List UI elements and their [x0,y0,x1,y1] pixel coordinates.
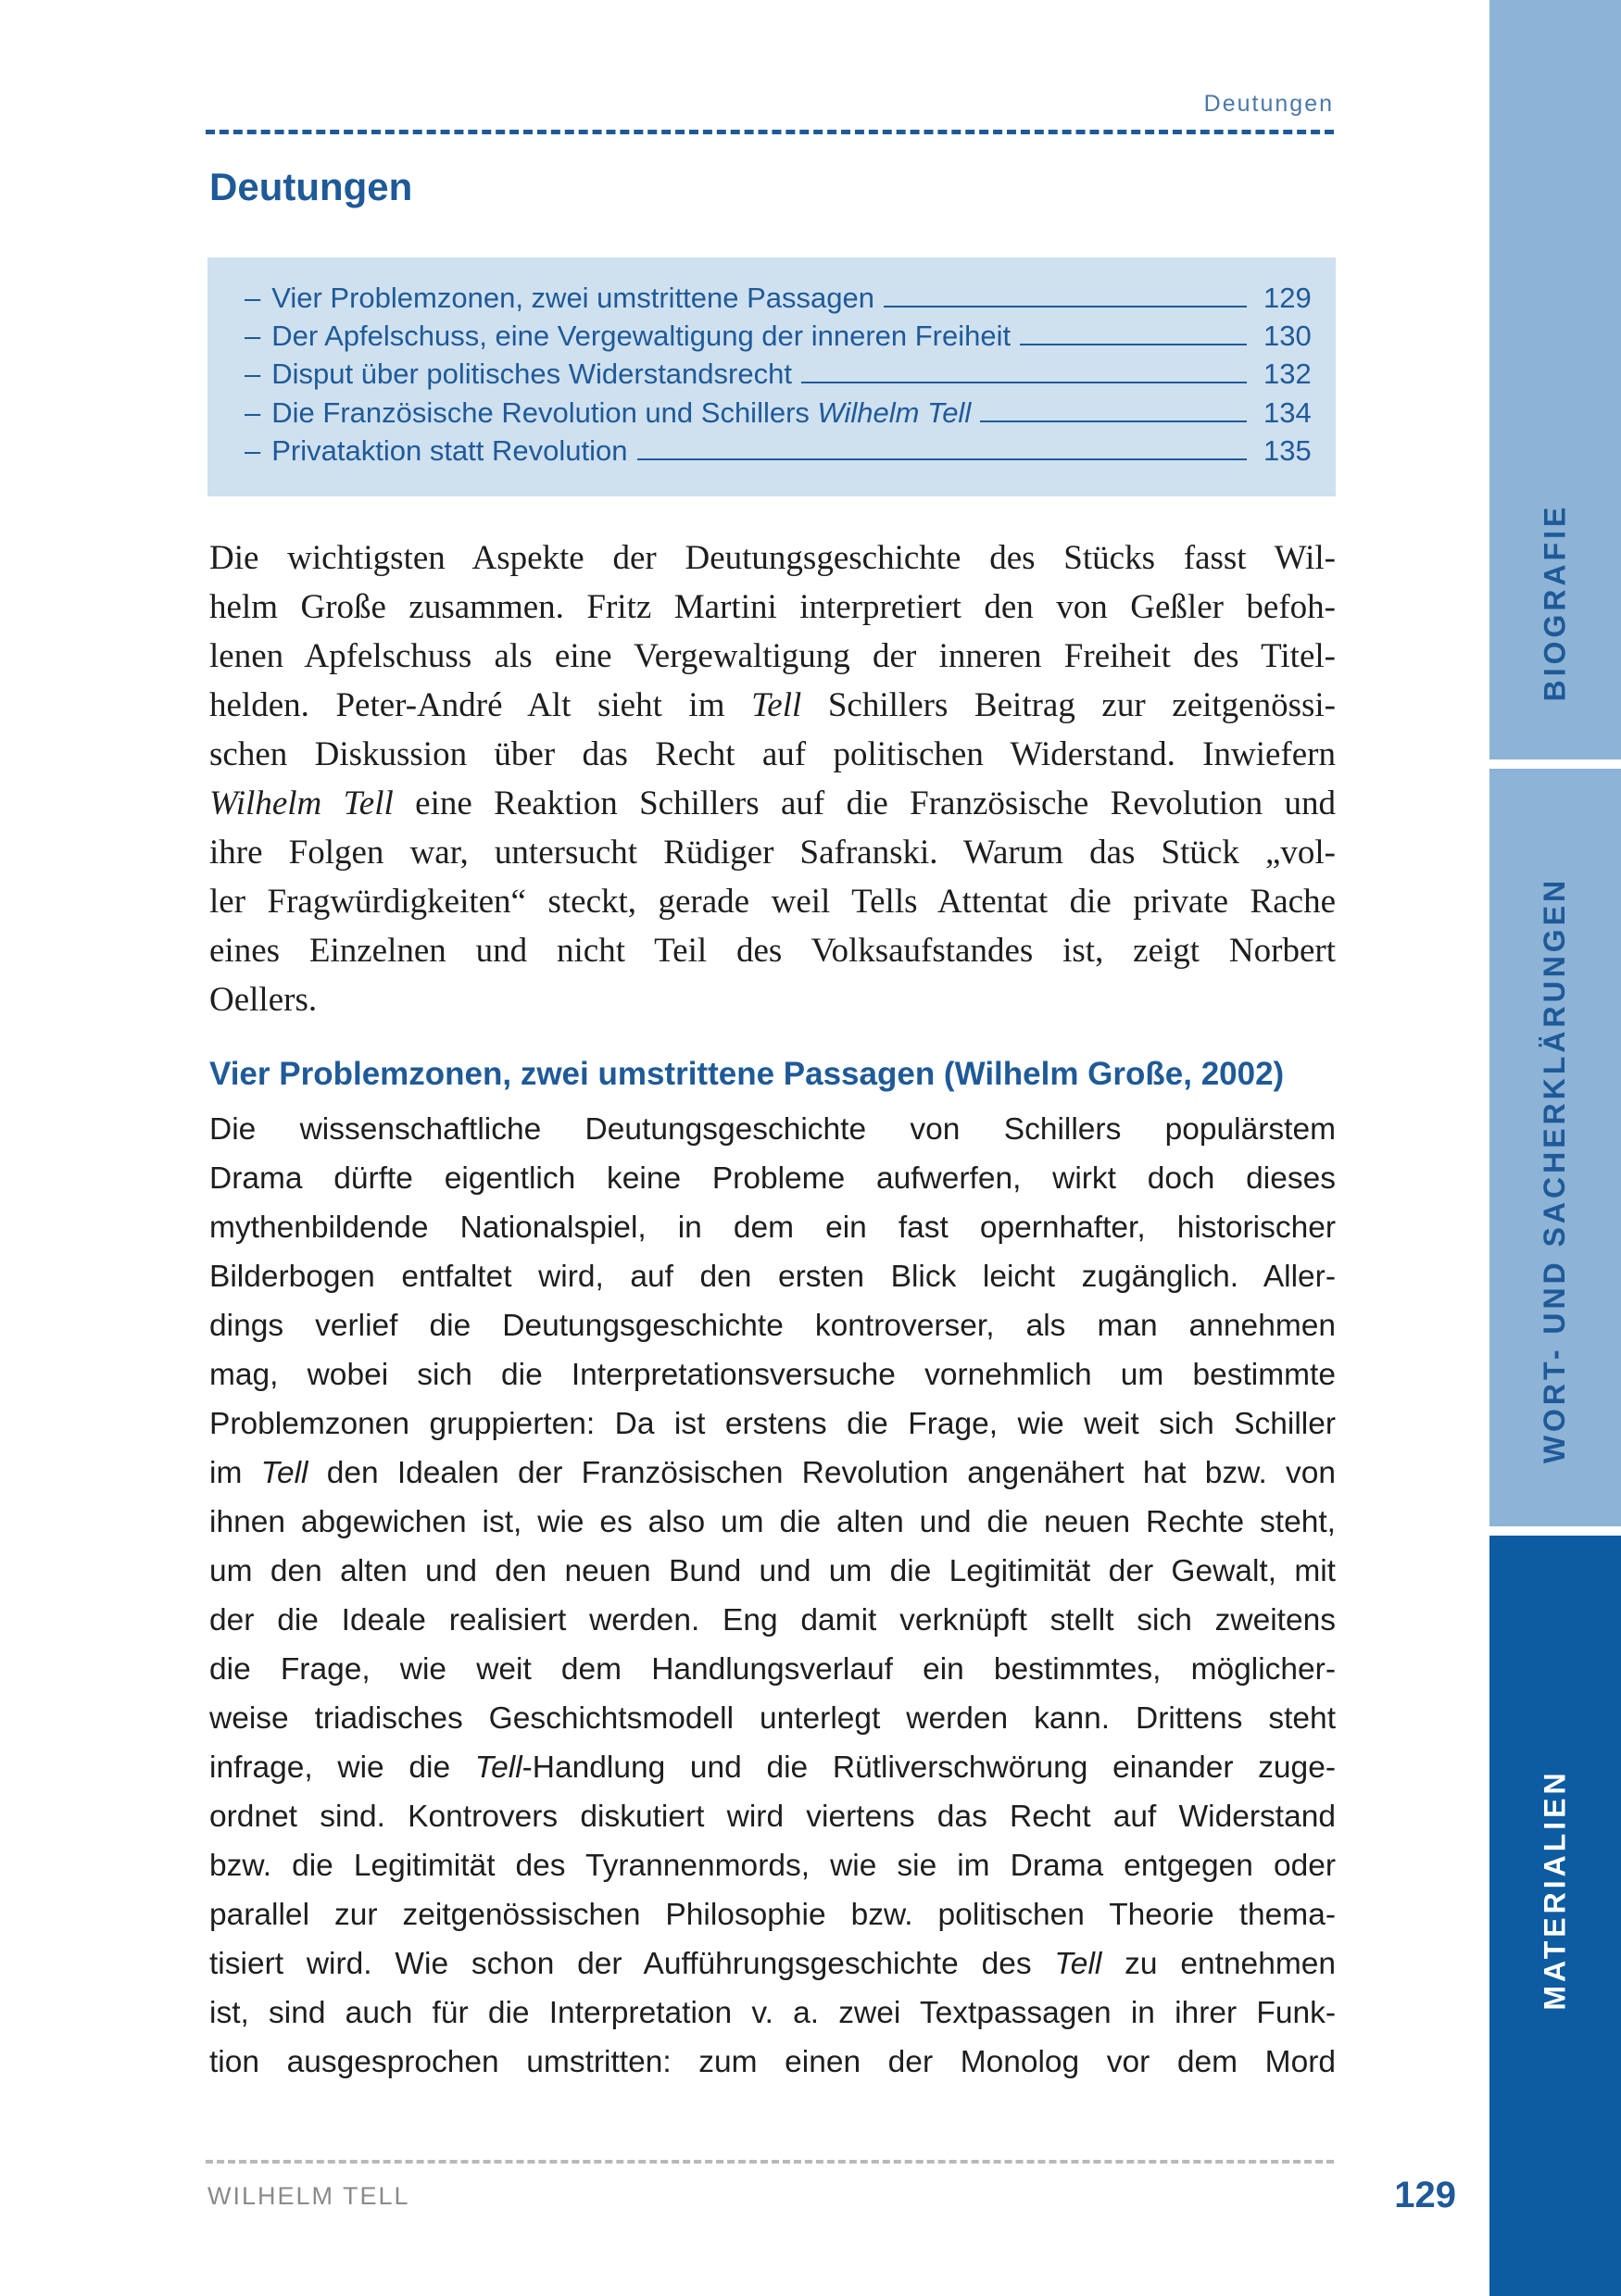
toc-page-number: 132 [1263,358,1312,390]
subsection-title: Vier Problemzonen, zwei umstrittene Passagen (Wilhelm Große, 2002) [209,1056,1285,1092]
text-line: lenen Apfelschuss als eine Vergewaltigung der inneren Freiheit des Titel- [209,637,1336,675]
running-header: Deutungen [1203,91,1334,117]
toc-entry-label: Vier Problemzonen, zwei umstrittene Passagen [271,282,875,314]
toc-page-number: 130 [1263,320,1312,352]
toc-entry[interactable] [245,278,1319,315]
text-line: Drama dürfte eigentlich keine Probleme aufwerfen, wirkt doch dieses [209,1161,1336,1196]
text-line: ler Fragwürdigkeiten“ steckt, gerade weil Tells Attentat die private Rache [209,883,1336,921]
toc-dash: – [245,358,261,390]
text-line: Bilderbogen entfaltet wird, auf den ersten Blick leicht zugänglich. Aller- [209,1260,1336,1294]
text-line: infrage, wie die Tell-Handlung und die Rütliverschwörung einander zuge- [209,1750,1336,1785]
intro-paragraph [209,533,1336,1024]
toc-entry[interactable] [245,393,1319,430]
toc-leader-line [1020,344,1247,345]
tab-label: MATERIALIEN [1538,1769,1572,2011]
toc-entry[interactable] [245,354,1319,391]
toc-entry-label: Disput über politisches Widerstandsrecht [271,358,792,390]
text-line: Oellers. [209,981,318,1019]
text-line: tion ausgesprochen umstritten: zum einen der Monolog vor dem Mord [209,2045,1336,2079]
toc-leader-line [884,306,1247,307]
chapter-tabs-sidebar [1489,0,1621,2296]
text-line: dings verlief die Deutungsgeschichte kontroverser, als man annehmen [209,1309,1336,1343]
footer-divider [206,2160,1334,2164]
text-line: Die wissenschaftliche Deutungsgeschichte von Schillers populärstem [209,1112,1336,1147]
tab-biografie[interactable] [1489,0,1621,759]
toc-entry[interactable] [245,431,1319,468]
toc-page-number: 129 [1263,282,1312,314]
toc-page-number: 134 [1263,396,1312,429]
toc-entry-label: Die Französische Revolution und Schillers Wilhelm Tell [271,396,972,429]
text-line: im Tell den Idealen der Französischen Revolution angenähert hat bzw. von [209,1456,1337,1490]
toc-entry-label: Privataktion statt Revolution [271,434,628,467]
text-line: tisiert wird. Wie schon der Aufführungsgeschichte des Tell zu entnehmen [209,1947,1336,1981]
text-line: helden. Peter-André Alt sieht im Tell Schillers Beitrag zur zeitgenössi- [209,686,1336,724]
page-number: 129 [1394,2175,1456,2215]
text-line: ihre Folgen war, untersucht Rüdiger Safranski. Warum das Stück „vol- [209,834,1336,872]
text-line: helm Große zusammen. Fritz Martini interpretiert den von Geßler befoh- [209,588,1336,626]
tab-label: BIOGRAFIE [1538,503,1572,701]
text-line: bzw. die Legitimität des Tyrannenmords, wie sie im Drama entgegen oder [209,1849,1336,1883]
text-line: parallel zur zeitgenössischen Philosophie bzw. politischen Theorie thema- [209,1898,1336,1932]
footer-book-title: WILHELM TELL [207,2182,410,2210]
text-line: der die Ideale realisiert werden. Eng damit verknüpft stellt sich zweitens [209,1603,1336,1637]
toc-leader-line [980,420,1247,422]
table-of-contents [207,257,1336,496]
tab-wort-und-sacherklaerungen[interactable] [1489,769,1621,1526]
tab-label: WORT- UND SACHERKLÄRUNGEN [1538,876,1572,1463]
text-line: Wilhelm Tell eine Reaktion Schillers auf die Französische Revolution und [209,784,1336,822]
toc-entry-label: Der Apfelschuss, eine Vergewaltigung der inneren Freiheit [271,320,1012,352]
section-title: Deutungen [209,165,413,208]
text-line: mythenbildende Nationalspiel, in dem ein fast opernhafter, historischer [209,1211,1336,1245]
text-line: weise triadisches Geschichtsmodell unterlegt werden kann. Drittens steht [209,1701,1336,1736]
toc-leader-line [801,382,1247,383]
text-line: Problemzonen gruppierten: Da ist erstens die Frage, wie weit sich Schiller [209,1407,1336,1441]
toc-leader-line [637,458,1248,460]
body-paragraph [209,1105,1336,2087]
text-line: die Frage, wie weit dem Handlungsverlauf ein bestimmtes, möglicher- [209,1652,1336,1687]
text-line: ist, sind auch für die Interpretation v. a. zwei Textpassagen in ihrer Funk- [209,1996,1336,2030]
text-line: Die wichtigsten Aspekte der Deutungsgeschichte des Stücks fasst Wil- [209,539,1336,577]
text-line: ihnen abgewichen ist, wie es also um die alten und die neuen Rechte steht, [209,1505,1336,1539]
text-line: schen Diskussion über das Recht auf politischen Widerstand. Inwiefern [209,735,1336,773]
text-line: mag, wobei sich die Interpretationsversuche vornehmlich um bestimmte [209,1358,1336,1392]
tab-materialien[interactable] [1489,1536,1621,2296]
toc-dash: – [245,282,261,314]
text-line: um den alten und den neuen Bund und um die Legitimität der Gewalt, mit [209,1554,1336,1588]
toc-dash: – [245,434,261,467]
toc-page-number: 135 [1263,434,1312,467]
text-line: eines Einzelnen und nicht Teil des Volksaufstandes ist, zeigt Norbert [209,932,1336,970]
toc-dash: – [245,320,261,352]
toc-entry[interactable] [245,316,1319,353]
toc-dash: – [245,396,261,429]
header-divider [206,130,1334,134]
text-line: ordnet sind. Kontrovers diskutiert wird viertens das Recht auf Widerstand [209,1800,1336,1834]
